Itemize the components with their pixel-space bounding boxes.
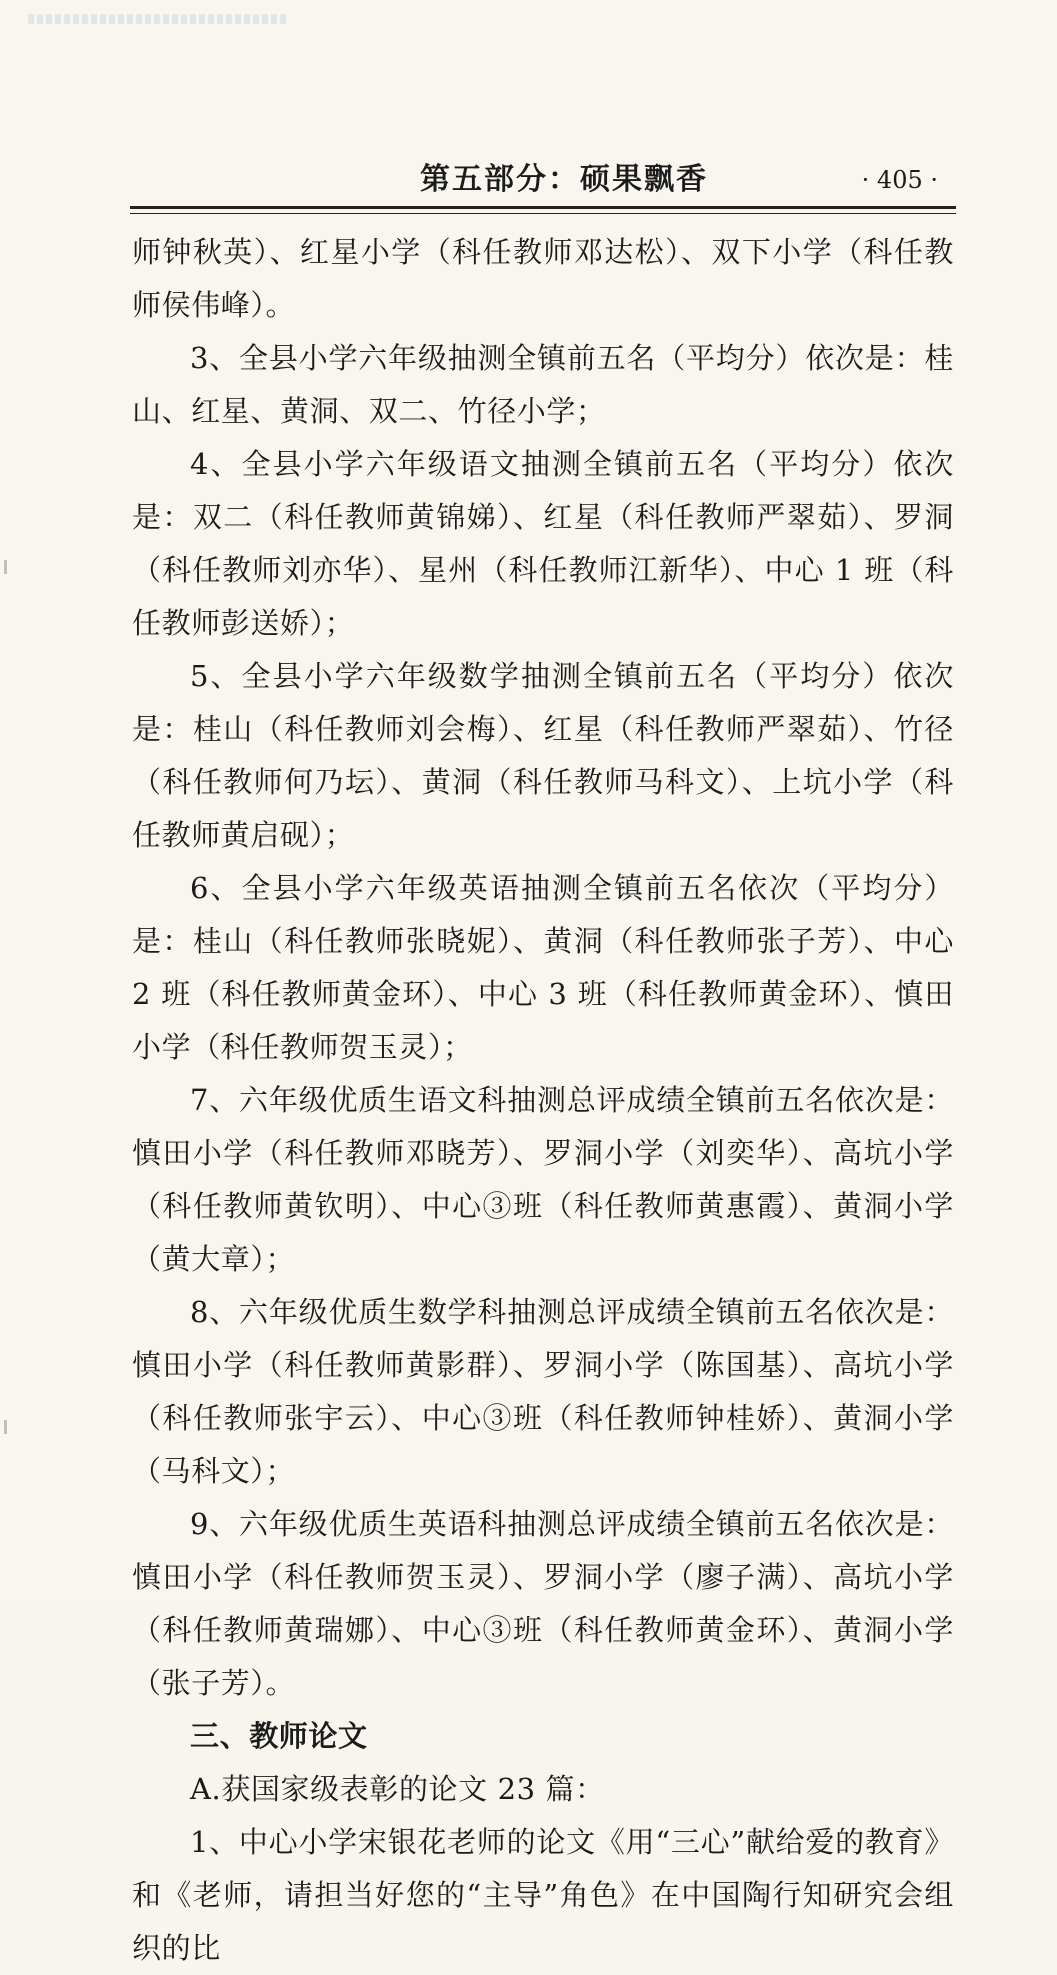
paragraph-item-8: 8、六年级优质生数学科抽测总评成绩全镇前五名依次是：慎田小学（科任教师黄影群）、罗洞小学（陈国基）、高坑小学（科任教师张宇云）、中心③班（科任教师钟桂娇）、黄洞小学（马科文）；	[132, 1295, 954, 1488]
section-heading-teacher-papers: 三、教师论文	[190, 1719, 368, 1753]
paragraph-item-9: 9、六年级优质生英语科抽测总评成绩全镇前五名依次是：慎田小学（科任教师贺玉灵）、罗洞小学（廖子满）、高坑小学（科任教师黄瑞娜）、中心③班（科任教师黄金环）、黄洞小学（张子芳）。	[132, 1507, 954, 1700]
paragraph-item-4: 4、全县小学六年级语文抽测全镇前五名（平均分）依次是：双二（科任教师黄锦娣）、红星（科任教师严翠茹）、罗洞（科任教师刘亦华）、星州（科任教师江新华）、中心 1 班（科任教师彭送娇）；	[132, 447, 954, 640]
body-text	[132, 226, 954, 1975]
margin-mark	[4, 560, 7, 574]
paragraph-item-5: 5、全县小学六年级数学抽测全镇前五名（平均分）依次是：桂山（科任教师刘会梅）、红星（科任教师严翠茹）、竹径（科任教师何乃坛）、黄洞（科任教师马科文）、上坑小学（科任教师黄启砚）；	[132, 659, 954, 852]
paragraph-continuation: 师钟秋英）、红星小学（科任教师邓达松）、双下小学（科任教师侯伟峰）。	[132, 235, 954, 322]
margin-mark	[4, 1420, 7, 1434]
header-rule-thin	[130, 213, 956, 214]
section-title: 第五部分：硕果飘香	[420, 162, 708, 197]
header-rule-thick	[130, 206, 956, 209]
page-number: · 405 ·	[861, 166, 938, 194]
paragraph-item-1: 1、中心小学宋银花老师的论文《用“三心”献给爱的教育》和《老师，请担当好您的“主导”角色》在中国陶行知研究会组织的比	[132, 1825, 954, 1965]
running-header	[130, 160, 956, 200]
paragraph-item-3: 3、全县小学六年级抽测全镇前五名（平均分）依次是：桂山、红星、黄洞、双二、竹径小学；	[132, 341, 954, 428]
scan-edge-mark	[28, 14, 288, 24]
paragraph-item-7: 7、六年级优质生语文科抽测总评成绩全镇前五名依次是：慎田小学（科任教师邓晓芳）、罗洞小学（刘奕华）、高坑小学（科任教师黄钦明）、中心③班（科任教师黄惠霞）、黄洞小学（黄大章）；	[132, 1083, 954, 1276]
paragraph-item-6: 6、全县小学六年级英语抽测全镇前五名依次（平均分）是：桂山（科任教师张晓妮）、黄洞（科任教师张子芳）、中心 2 班（科任教师黄金环）、中心 3 班（科任教师黄金环）、慎田小学（科任教师贺玉灵）；	[132, 871, 954, 1064]
paragraph-subheading-a: A.获国家级表彰的论文 23 篇：	[190, 1772, 605, 1806]
